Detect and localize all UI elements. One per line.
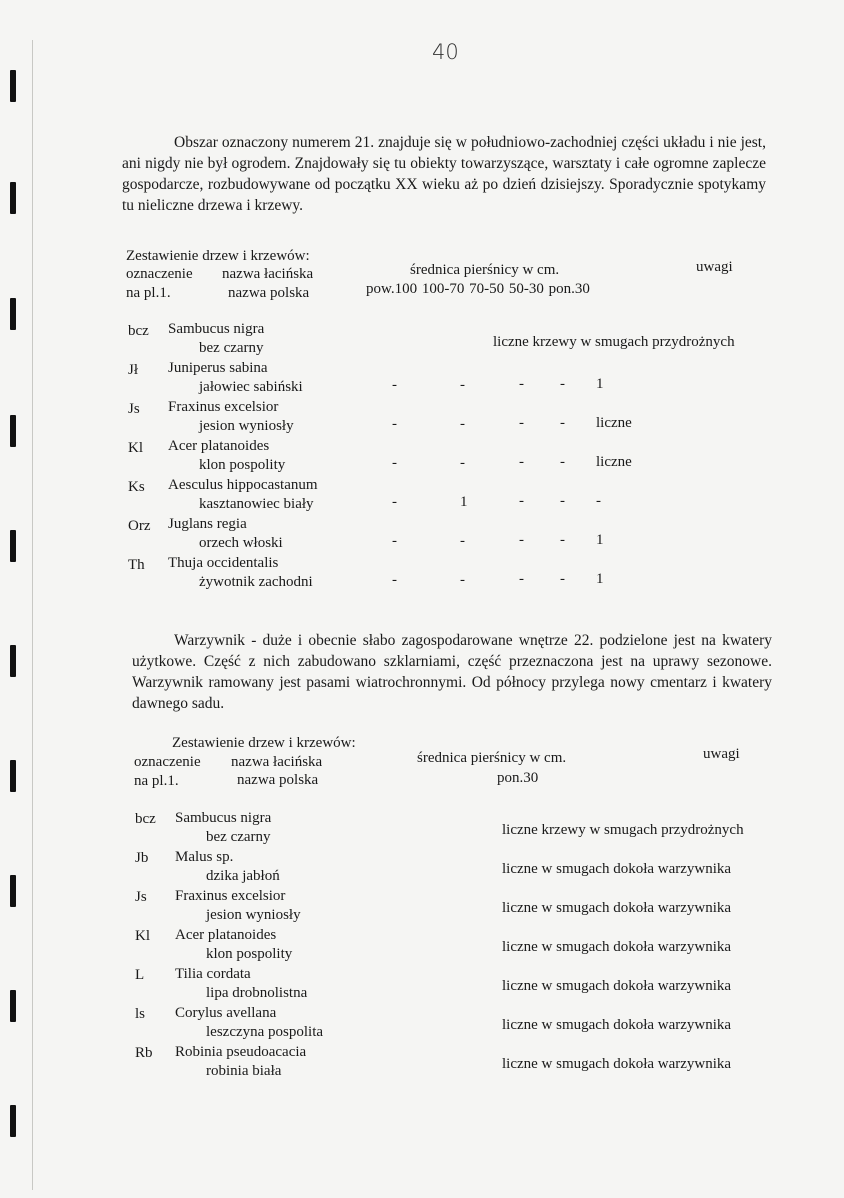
row-diameter-value: - — [519, 532, 524, 548]
header-code-2: na pl.1. — [134, 773, 179, 789]
row-diameter-value: - — [519, 454, 524, 470]
binding-hole-mark — [10, 298, 16, 330]
header-code: oznaczenie — [126, 266, 193, 282]
row-diameter-value: - — [519, 415, 524, 431]
row-code: Jb — [135, 850, 149, 866]
row-code: Kl — [128, 440, 143, 456]
row-latin-name: Juniperus sabina — [168, 360, 268, 376]
row-remark: liczne w smugach dokoła warzywnika — [502, 900, 732, 916]
section2-paragraph: Warzywnik - duże i obecnie słabo zagospodarowane wnętrze 22. podzielone jest na kwatery użytkowe. Część z nich zabudowano szklarniami, część przeznaczona jest na uprawy sezonowe. Warzywnik ramowany jest pasami wiatrochronnymi. Od północy przylega nowy cmentarz i kwatery dawnego sadu. — [132, 632, 772, 712]
row-latin-name: Thuja occidentalis — [168, 555, 279, 571]
margin-line — [32, 40, 33, 1190]
row-latin-name: Sambucus nigra — [175, 810, 272, 826]
row-polish-name: klon pospolity — [199, 457, 286, 473]
row-code: bcz — [128, 323, 149, 339]
header-polish: nazwa polska — [237, 772, 319, 788]
row-polish-name: żywotnik zachodni — [199, 574, 313, 590]
row-code: Jł — [128, 362, 139, 378]
header-latin: nazwa łacińska — [222, 266, 314, 282]
header-code-2: na pl.1. — [126, 285, 171, 301]
row-code: L — [135, 967, 145, 983]
row-polish-name: jesion wyniosły — [199, 418, 294, 434]
row-diameter-value: 1 — [596, 376, 604, 392]
row-code: Ks — [128, 479, 145, 495]
section1-paragraph: Obszar oznaczony numerem 21. znajduje się w południowo-zachodniej części układu i nie jest, ani nigdy nie był ogrodem. Znajdowały się tu obiekty towarzyszące, warsztaty i całe ogromne zaplecze gospodarcze, rozbudowywane od początku XX wieku aż po dzień dzisiejszy. Sporadycznie spotykamy tu nieliczne drzewa i krzewy. — [122, 134, 766, 214]
row-latin-name: Acer platanoides — [168, 438, 270, 454]
section2-table-title: Zestawienie drzew i krzewów: — [172, 735, 356, 751]
binding-hole-mark — [10, 990, 16, 1022]
header-polish: nazwa polska — [228, 285, 310, 301]
header-code: oznaczenie — [134, 754, 201, 770]
row-latin-name: Juglans regia — [168, 516, 247, 532]
binding-hole-mark — [10, 182, 16, 214]
binding-hole-mark — [10, 1105, 16, 1137]
row-diameter-value: - — [560, 415, 565, 431]
row-remark: liczne w smugach dokoła warzywnika — [502, 1056, 732, 1072]
row-polish-name: bez czarny — [199, 340, 264, 356]
row-diameter-value: - — [596, 493, 601, 509]
row-code: Th — [128, 557, 145, 573]
row-code: bcz — [135, 811, 156, 827]
row-diameter-value: - — [392, 494, 397, 510]
row-latin-name: Fraxinus excelsior — [175, 888, 286, 904]
row-code: Js — [135, 889, 147, 905]
row-diameter-value: - — [519, 493, 524, 509]
row-latin-name: Corylus avellana — [175, 1005, 277, 1021]
row-diameter-value: - — [460, 377, 465, 393]
header-remarks: uwagi — [703, 746, 740, 762]
row-latin-name: Fraxinus excelsior — [168, 399, 279, 415]
binding-hole-mark — [10, 415, 16, 447]
row-polish-name: jałowiec sabiński — [199, 379, 303, 395]
row-code: Orz — [128, 518, 151, 534]
header-diameter: średnica pierśnicy w cm. — [410, 262, 560, 278]
binding-hole-mark — [10, 875, 16, 907]
row-diameter-value: - — [560, 454, 565, 470]
row-polish-name: klon pospolity — [206, 946, 293, 962]
row-diameter-value: - — [460, 455, 465, 471]
page-number: 40 — [432, 40, 459, 64]
row-diameter-value: - — [560, 493, 565, 509]
binding-hole-mark — [10, 760, 16, 792]
row-polish-name: dzika jabłoń — [206, 868, 280, 884]
section1-table-title: Zestawienie drzew i krzewów: — [126, 248, 310, 264]
header-ranges: pon.30 — [497, 770, 539, 786]
row-remark: liczne w smugach dokoła warzywnika — [502, 861, 732, 877]
header-diameter: średnica pierśnicy w cm. — [417, 750, 567, 766]
row-remark: liczne krzewy w smugach przydrożnych — [493, 334, 735, 350]
row-code: Rb — [135, 1045, 153, 1061]
binding-hole-mark — [10, 645, 16, 677]
row-polish-name: robinia biała — [206, 1063, 282, 1079]
row-diameter-value: - — [560, 571, 565, 587]
row-diameter-value: - — [392, 533, 397, 549]
row-remark: liczne w smugach dokoła warzywnika — [502, 978, 732, 994]
row-diameter-value: - — [460, 416, 465, 432]
row-diameter-value: - — [392, 455, 397, 471]
row-polish-name: jesion wyniosły — [206, 907, 301, 923]
row-diameter-value: - — [392, 416, 397, 432]
header-latin: nazwa łacińska — [231, 754, 323, 770]
row-code: ls — [135, 1006, 146, 1022]
row-diameter-value: 1 — [596, 532, 604, 548]
row-diameter-value: - — [519, 376, 524, 392]
row-polish-name: bez czarny — [206, 829, 271, 845]
row-remark: liczne krzewy w smugach przydrożnych — [502, 822, 744, 838]
row-latin-name: Aesculus hippocastanum — [168, 477, 318, 493]
row-polish-name: kasztanowiec biały — [199, 496, 314, 512]
row-polish-name: orzech włoski — [199, 535, 283, 551]
row-latin-name: Acer platanoides — [175, 927, 277, 943]
row-polish-name: lipa drobnolistna — [206, 985, 308, 1001]
row-code: Js — [128, 401, 140, 417]
row-latin-name: Robinia pseudoacacia — [175, 1044, 307, 1060]
row-diameter-value: - — [519, 571, 524, 587]
header-ranges: pow.100 100-70 70-50 50-30 pon.30 — [366, 281, 590, 297]
row-diameter-value: liczne — [596, 415, 632, 431]
row-diameter-value: - — [560, 532, 565, 548]
binding-hole-mark — [10, 70, 16, 102]
row-remark: liczne w smugach dokoła warzywnika — [502, 939, 732, 955]
row-diameter-value: - — [460, 572, 465, 588]
row-remark: liczne w smugach dokoła warzywnika — [502, 1017, 732, 1033]
row-diameter-value: 1 — [460, 494, 468, 510]
row-latin-name: Sambucus nigra — [168, 321, 265, 337]
binding-hole-mark — [10, 530, 16, 562]
row-latin-name: Tilia cordata — [175, 966, 251, 982]
row-diameter-value: - — [392, 377, 397, 393]
row-diameter-value: - — [392, 572, 397, 588]
row-diameter-value: - — [560, 376, 565, 392]
row-code: Kl — [135, 928, 150, 944]
row-diameter-value: liczne — [596, 454, 632, 470]
row-latin-name: Malus sp. — [175, 849, 234, 865]
row-diameter-value: 1 — [596, 571, 604, 587]
header-remarks: uwagi — [696, 259, 733, 275]
row-polish-name: leszczyna pospolita — [206, 1024, 324, 1040]
row-diameter-value: - — [460, 533, 465, 549]
